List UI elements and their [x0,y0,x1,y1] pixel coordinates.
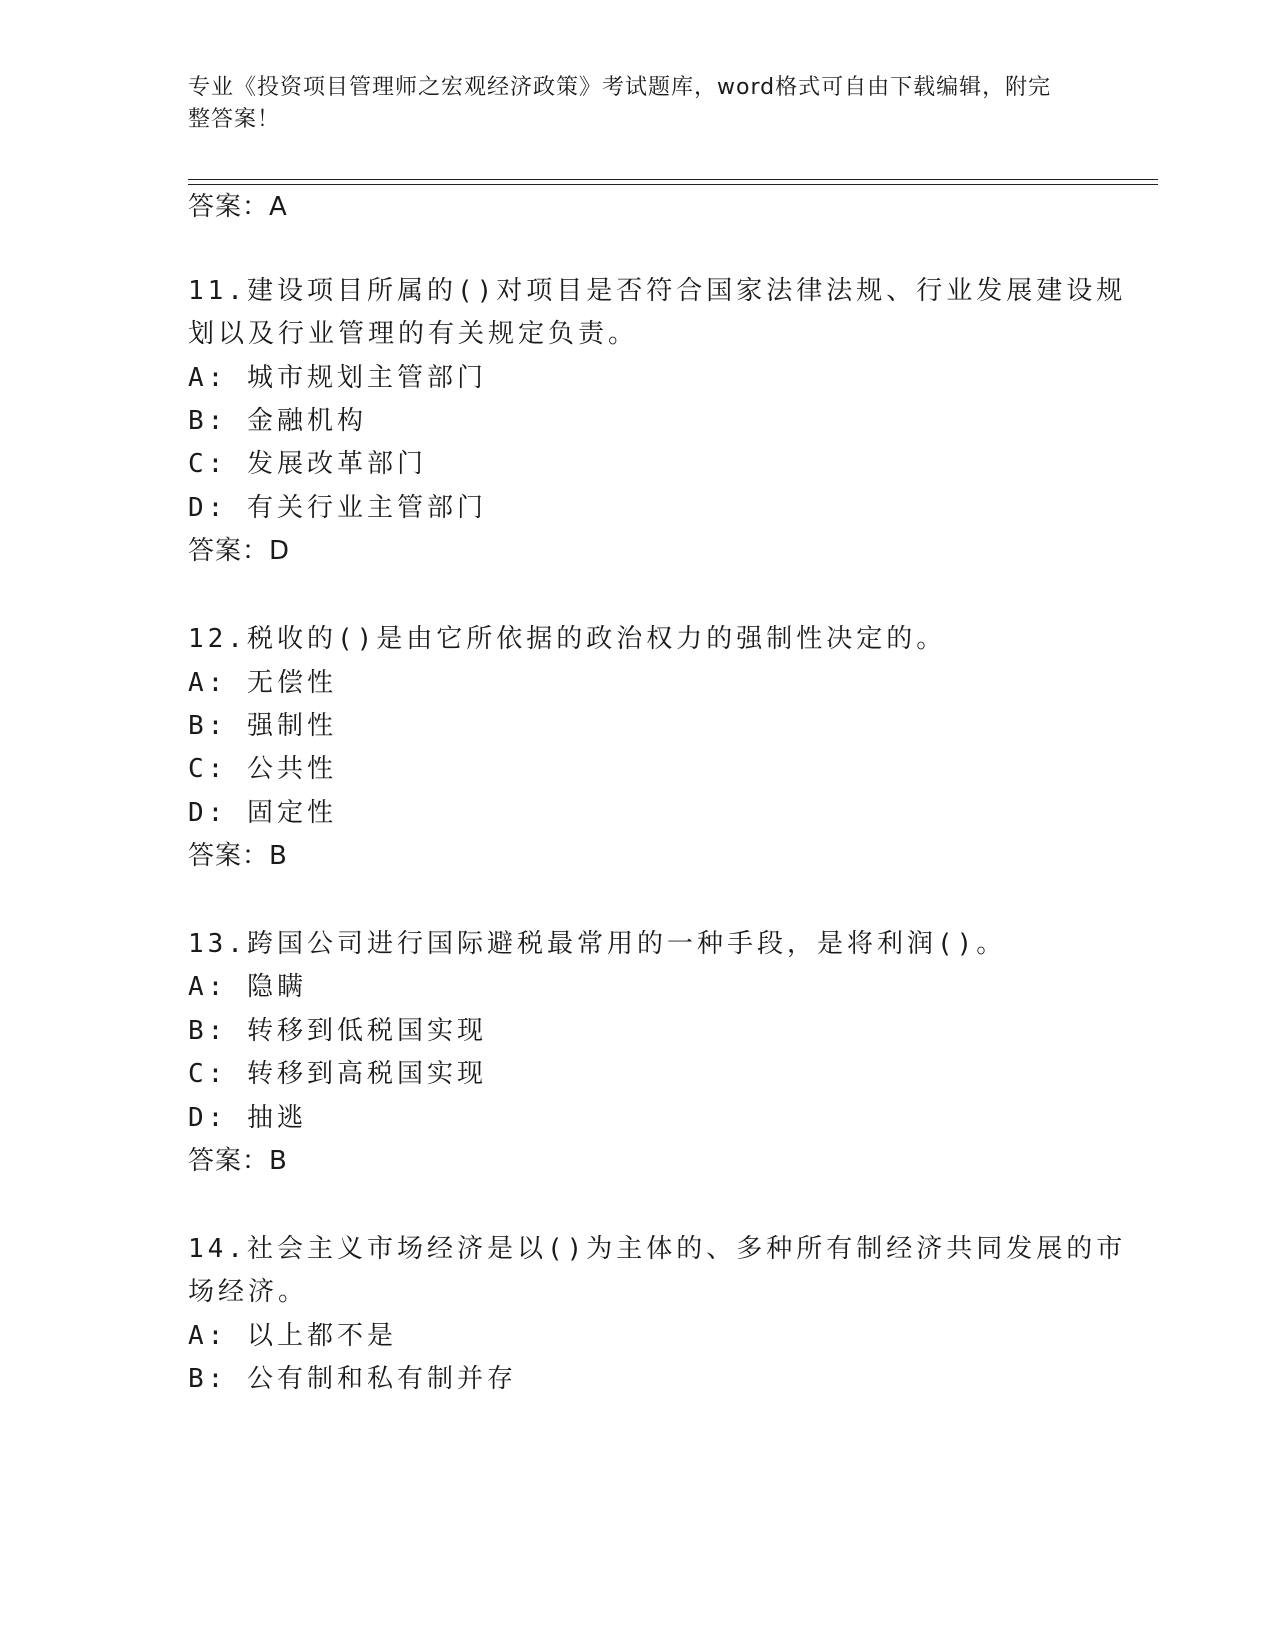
question-14-stem-line2: 场经济。 [188,1277,309,1307]
question-12-option-a: A: 无偿性 [188,668,337,698]
question-11-option-d: D: 有关行业主管部门 [188,493,487,523]
question-13-option-a: A: 隐瞒 [188,972,307,1002]
question-13-stem-line1: 13.跨国公司进行国际避税最常用的一种手段，是将利润()。 [188,929,1007,959]
question-13-option-c: C: 转移到高税国实现 [188,1059,487,1089]
question-11-option-c: C: 发展改革部门 [188,449,427,479]
question-11-option-a: A: 城市规划主管部门 [188,363,487,393]
question-13-option-b: B: 转移到低税国实现 [188,1016,487,1046]
question-14-option-a: A: 以上都不是 [188,1321,397,1351]
question-12-option-d: D: 固定性 [188,798,337,828]
previous-answer: 答案：A [188,192,288,222]
question-13-option-d: D: 抽逃 [188,1103,307,1133]
question-11-stem-line1: 11.建设项目所属的()对项目是否符合国家法律法规、行业发展建设规 [188,276,1127,306]
header-divider-top [188,179,1158,180]
question-14-option-b: B: 公有制和私有制并存 [188,1364,517,1394]
question-14-stem-line1: 14.社会主义市场经济是以()为主体的、多种所有制经济共同发展的市 [188,1234,1127,1264]
question-12-stem-line1: 12.税收的()是由它所依据的政治权力的强制性决定的。 [188,624,947,654]
question-11-answer: 答案：D [188,536,291,566]
question-11-option-b: B: 金融机构 [188,406,367,436]
question-11-stem-line2: 划以及行业管理的有关规定负责。 [188,319,639,349]
header-divider-bottom [188,184,1158,185]
question-12-option-b: B: 强制性 [188,711,337,741]
document-intro: 专业《投资项目管理师之宏观经济政策》考试题库，word格式可自由下载编辑，附完整答案！ [188,75,1052,132]
question-13-answer: 答案：B [188,1146,288,1176]
question-12-answer: 答案：B [188,841,288,871]
question-12-option-c: C: 公共性 [188,754,337,784]
